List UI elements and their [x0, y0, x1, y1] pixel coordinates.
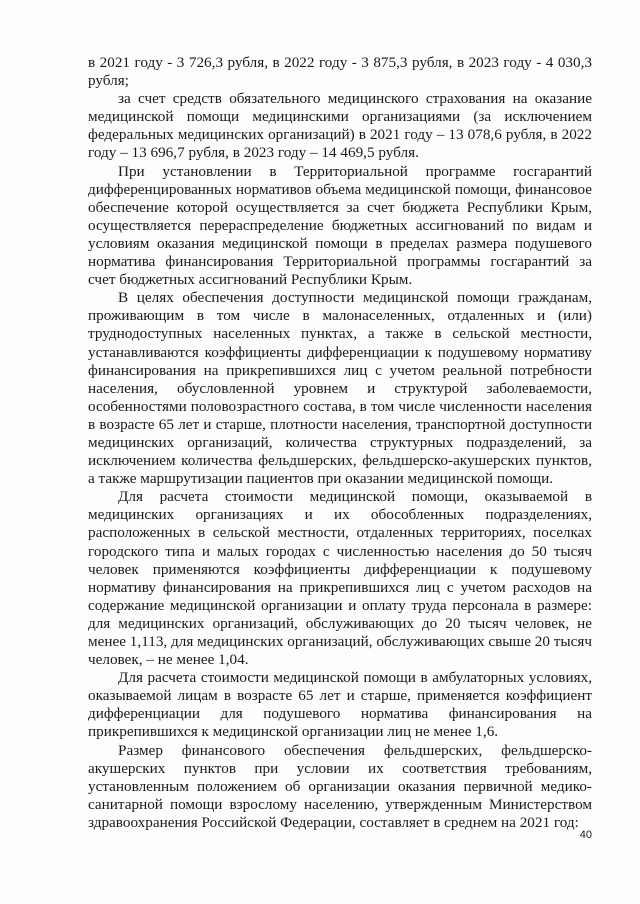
paragraph-oms-funding: за счет средств обязательного медицинского страхования на оказание медицинской помощи медицинскими организациями (за исключением федеральных медицинских организаций) в 2021 году – 13 078,6 рубля, в 2022 году – 13 696,7 рубля, в 2023 году – 14 469,5 рубля.: [88, 90, 592, 162]
paragraph-differentiated-norms: При установлении в Территориальной программе госгарантий дифференцированных нормативов объема медицинской помощи, финансовое обеспечение которой осуществляется за счет бюджета Республики Крым, осуществляется перераспределение бюджетных ассигнований по видам и условиям оказания медицинской помощи в пределах размера подушевого норматива финансирования Территориальной программы госгарантий за счет бюджетных ассигнований Республики Крым.: [88, 162, 592, 289]
paragraph-budget-per-capita-continuation: в 2021 году - 3 726,3 рубля, в 2022 году - 3 875,3 рубля, в 2023 году - 4 030,3 рубля;: [88, 54, 592, 90]
paragraph-accessibility-coefficients: В целях обеспечения доступности медицинской помощи гражданам, проживающим в том числе в малонаселенных, отдаленных и (или) труднодоступных населенных пунктах, а также в сельской местности, устанавливаются коэффициенты дифференциации к подушевому нормативу финансирования на прикрепившихся лиц с учетом реальной потребности населения, обусловленной уровнем и структурой заболеваемости, особенностями половозрастного состава, в том числе численности населения в возрасте 65 лет и старше, плотности населения, транспортной доступности медицинских организаций, количества структурных подразделений, за исключением количества фельдшерских, фельдшерско-акушерских пунктов, а также маршрутизации пациентов при оказании медицинской помощи.: [88, 289, 592, 488]
paragraph-rural-coefficients: Для расчета стоимости медицинской помощи, оказываемой в медицинских организациях и их обособленных подразделениях, расположенных в сельской местности, отдаленных территориях, поселках городского типа и малых городах с численностью населения до 50 тысяч человек применяются коэффициенты дифференциации к подушевому нормативу финансирования на прикрепившихся лиц с учетом расходов на содержание медицинской организации и оплату труда персонала в размере: для медицинских организаций, обслуживающих до 20 тысяч человек, не менее 1,113, для медицинских организаций, обслуживающих свыше 20 тысяч человек, – не менее 1,04.: [88, 488, 592, 669]
page-number: 40: [579, 829, 592, 841]
paragraph-feldsher-points-funding: Размер финансового обеспечения фельдшерских, фельдшерско-акушерских пунктов при условии их соответствия требованиям, установленным положением об организации оказания первичной медико-санитарной помощи взрослому населению, утвержденным Министерством здравоохранения Российской Федерации, составляет в среднем на 2021 год:: [88, 741, 592, 831]
paragraph-elderly-coefficient: Для расчета стоимости медицинской помощи в амбулаторных условиях, оказываемой лицам в возрасте 65 лет и старше, применяется коэффициент дифференциации для подушевого норматива финансирования на прикрепившихся к медицинской организации лиц не менее 1,6.: [88, 669, 592, 741]
